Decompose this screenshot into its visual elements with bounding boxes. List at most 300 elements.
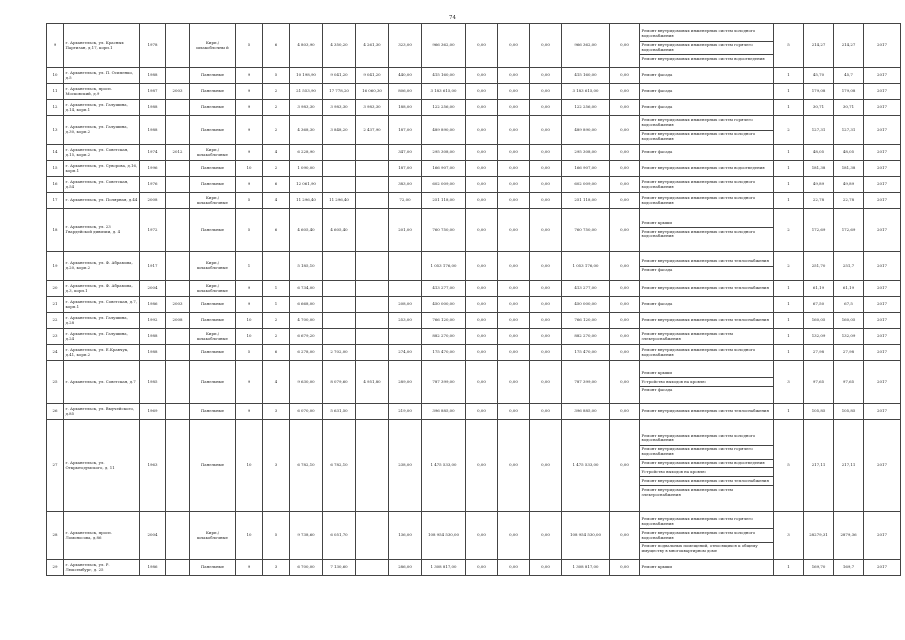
cell-total-area: 4 803,90 <box>290 24 323 68</box>
work-item: Ремонт внутридомовых инженерных систем водоотведения <box>640 460 773 469</box>
cell-address: г. Архангельск, ул. Галушина, д.30, корп.2 <box>64 116 140 145</box>
cell-floors-count: 9 <box>236 145 263 161</box>
cell-year-built: 1988 <box>140 116 166 145</box>
cell-owners-cost: 450 000,00 <box>562 297 610 313</box>
cell-planned-year: 2017 <box>864 24 901 68</box>
cell-wall-material: Панельные <box>190 84 236 100</box>
cell-limit-cost: 179,08 <box>834 84 864 100</box>
work-item: Ремонт подвальных помещений, относящихся к общему имуществу в многоквартирном доме <box>641 543 758 554</box>
cell-works-count: 1 <box>774 313 804 329</box>
cell-works-count: 1 <box>774 560 804 576</box>
cell-unit-cost: 67,50 <box>804 297 834 313</box>
cell-municipal-cost: 0,00 <box>530 116 562 145</box>
cell-private-area: 4 951,80 <box>356 361 389 404</box>
cell-residents-count <box>389 252 422 281</box>
cell-other-cost: 0,00 <box>610 100 640 116</box>
cell-floors-count: 5 <box>236 345 263 361</box>
cell-year-reconstructed <box>166 361 190 404</box>
cell-planned-year: 2017 <box>864 560 901 576</box>
cell-row-number: 24 <box>47 345 64 361</box>
cell-works-list <box>640 100 774 116</box>
cell-living-area <box>323 313 356 329</box>
cell-other-cost: 0,00 <box>610 404 640 420</box>
cell-floors-count: 10 <box>236 420 263 512</box>
cell-total-cost: 108 954 530,00 <box>422 512 466 560</box>
cell-residents-count: 289,00 <box>389 361 422 404</box>
page-number: 74 <box>449 15 456 21</box>
cell-private-area <box>356 252 389 281</box>
cell-total-area: 6 668,00 <box>290 297 323 313</box>
cell-year-built: 1992 <box>140 313 166 329</box>
cell-year-reconstructed <box>166 560 190 576</box>
cell-living-area: 3 983,30 <box>323 100 356 116</box>
cell-address: г. Архангельск, просп. Московский, д.9 <box>64 84 140 100</box>
cell-fund-cost: 0,00 <box>466 361 498 404</box>
cell-total-cost: 166 907,00 <box>422 161 466 177</box>
cell-total-cost: 787 399,00 <box>422 361 466 404</box>
cell-year-reconstructed: 2008 <box>166 313 190 329</box>
cell-fund-cost: 0,00 <box>466 297 498 313</box>
cell-municipal-cost: 0,00 <box>530 209 562 252</box>
cell-floors-count: 10 <box>236 161 263 177</box>
cell-total-cost: 3 183 615,00 <box>422 84 466 100</box>
cell-unit-cost: 45,70 <box>804 68 834 84</box>
cell-floors-count: 9 <box>236 100 263 116</box>
cell-address: г. Архангельск, ул. Красных Партизан, д.17, корп.1 <box>64 24 140 68</box>
cell-municipal-cost: 0,00 <box>530 560 562 576</box>
cell-fund-cost: 0,00 <box>466 252 498 281</box>
work-item: Ремонт внутридомовых инженерных систем холодного водоснабжения <box>640 28 773 42</box>
cell-year-built: 1988 <box>140 100 166 116</box>
cell-entrances-count: 2 <box>263 313 290 329</box>
cell-other-cost: 0,00 <box>610 116 640 145</box>
cell-floors-count: 9 <box>236 281 263 297</box>
cell-private-area <box>356 177 389 193</box>
cell-total-cost: 450 000,00 <box>422 297 466 313</box>
cell-residents-count: 188,00 <box>389 100 422 116</box>
work-item: Ремонт крыши <box>641 564 673 570</box>
cell-entrances-count: 1 <box>263 297 290 313</box>
cell-fund-cost: 0,00 <box>466 100 498 116</box>
cell-works-count: 1 <box>774 193 804 209</box>
cell-fund-cost: 0,00 <box>466 345 498 361</box>
cell-other-cost: 0,00 <box>610 512 640 560</box>
cell-fund-cost: 0,00 <box>466 193 498 209</box>
cell-owners-cost: 882 270,00 <box>562 329 610 345</box>
cell-works-list <box>640 345 774 361</box>
cell-private-area <box>356 193 389 209</box>
cell-unit-cost: 217,11 <box>804 420 834 512</box>
cell-other-cost: 0,00 <box>610 420 640 512</box>
cell-unit-cost: 179,08 <box>804 84 834 100</box>
cell-works-list <box>640 84 774 100</box>
cell-total-area: 6 782,10 <box>290 420 323 512</box>
cell-year-built: 1978 <box>140 24 166 68</box>
cell-works-count: 2 <box>774 116 804 145</box>
cell-address: г. Архангельск, ул. Р. Люксембург, д. 25 <box>64 560 140 576</box>
cell-row-number: 21 <box>47 297 64 313</box>
cell-wall-material: Панельные <box>190 161 236 177</box>
table-row <box>47 68 901 84</box>
cell-works-list <box>640 281 774 297</box>
work-item: Ремонт фасада <box>641 72 673 78</box>
cell-year-built: 1988 <box>140 329 166 345</box>
cell-fund-cost: 0,00 <box>466 560 498 576</box>
cell-works-list <box>640 313 774 329</box>
cell-floors-count: 9 <box>236 68 263 84</box>
cell-fund-cost: 0,00 <box>466 177 498 193</box>
work-item: Ремонт внутридомовых инженерных систем водоотведения <box>641 55 765 61</box>
cell-planned-year: 2017 <box>864 313 901 329</box>
work-item: Ремонт внутридомовых инженерных систем горячего водоснабжения <box>640 42 773 56</box>
cell-planned-year: 2017 <box>864 420 901 512</box>
cell-regional-cost: 0,00 <box>498 193 530 209</box>
cell-private-area <box>356 404 389 420</box>
work-item: Ремонт внутридомовых инженерных систем горячего водоснабжения <box>640 515 773 529</box>
cell-year-reconstructed <box>166 345 190 361</box>
cell-address: г. Архангельск, ул. П. Осипенко, д.5 <box>64 68 140 84</box>
cell-total-cost: 966 362,00 <box>422 24 466 68</box>
cell-owners-cost: 489 890,00 <box>562 116 610 145</box>
work-item: Ремонт внутридомовых инженерных систем электроснабжения <box>641 486 733 497</box>
cell-row-number: 10 <box>47 68 64 84</box>
table-row <box>47 161 901 177</box>
cell-unit-cost: 22,78 <box>804 193 834 209</box>
cell-works-list <box>640 361 774 404</box>
cell-municipal-cost: 0,00 <box>530 100 562 116</box>
cell-row-number: 20 <box>47 281 64 297</box>
cell-works-list <box>640 24 774 68</box>
cell-owners-cost: 413 277,00 <box>562 281 610 297</box>
cell-fund-cost: 0,00 <box>466 404 498 420</box>
cell-unit-cost: 105,85 <box>804 404 834 420</box>
cell-floors-count: 9 <box>236 560 263 576</box>
cell-floors-count: 5 <box>236 24 263 68</box>
cell-owners-cost: 966 362,00 <box>562 24 610 68</box>
cell-wall-material: Кирп./ шлакоблочные <box>190 145 236 161</box>
cell-year-built: 1985 <box>140 361 166 404</box>
cell-total-cost: 415 160,00 <box>422 68 466 84</box>
cell-wall-material: Панельные <box>190 100 236 116</box>
cell-works-list <box>640 145 774 161</box>
cell-other-cost: 0,00 <box>610 313 640 329</box>
cell-private-area <box>356 209 389 252</box>
cell-other-cost: 0,00 <box>610 68 640 84</box>
cell-entrances-count: 2 <box>263 100 290 116</box>
cell-municipal-cost: 0,00 <box>530 329 562 345</box>
cell-planned-year: 2017 <box>864 345 901 361</box>
cell-unit-cost: 48,05 <box>804 145 834 161</box>
cell-total-area: 4 605,40 <box>290 209 323 252</box>
cell-owners-cost: 760 750,00 <box>562 209 610 252</box>
cell-living-area: 6 782,10 <box>323 420 356 512</box>
cell-living-area <box>323 281 356 297</box>
work-item: Ремонт внутридомовых инженерных систем холодного водоснабжения <box>641 131 756 141</box>
cell-other-cost: 0,00 <box>610 560 640 576</box>
cell-limit-cost: 214,27 <box>834 24 864 68</box>
cell-residents-count: 274,00 <box>389 345 422 361</box>
cell-works-count: 1 <box>774 145 804 161</box>
cell-regional-cost: 0,00 <box>498 420 530 512</box>
work-item: Ремонт внутридомовых инженерных систем водоотведения <box>641 165 765 171</box>
cell-municipal-cost: 0,00 <box>530 84 562 100</box>
cell-year-built: 1988 <box>140 68 166 84</box>
cell-works-count: 1 <box>774 161 804 177</box>
work-item: Ремонт внутридомовых инженерных систем холодного водоснабжения <box>640 529 773 543</box>
cell-total-area: 3 983,30 <box>290 100 323 116</box>
cell-row-number: 18 <box>47 209 64 252</box>
cell-municipal-cost: 0,00 <box>530 361 562 404</box>
cell-row-number: 29 <box>47 560 64 576</box>
cell-year-reconstructed <box>166 161 190 177</box>
cell-municipal-cost: 0,00 <box>530 420 562 512</box>
cell-planned-year: 2017 <box>864 193 901 209</box>
cell-works-count: 1 <box>774 345 804 361</box>
cell-works-list <box>640 193 774 209</box>
cell-regional-cost: 0,00 <box>498 345 530 361</box>
cell-owners-cost: 415 160,00 <box>562 68 610 84</box>
cell-row-number: 11 <box>47 84 64 100</box>
cell-living-area: 3 848,20 <box>323 116 356 145</box>
cell-address: г. Архангельск, ул. Суворова, д.16, корп.1 <box>64 161 140 177</box>
cell-address: г. Архангельск, ул. Ф. Абрамова, д.3, корп.1 <box>64 281 140 297</box>
cell-municipal-cost: 0,00 <box>530 281 562 297</box>
cell-living-area: 8 079,60 <box>323 361 356 404</box>
cell-year-reconstructed: 2012 <box>166 145 190 161</box>
cell-year-reconstructed <box>166 100 190 116</box>
cell-regional-cost: 0,00 <box>498 161 530 177</box>
cell-works-list <box>640 560 774 576</box>
cell-total-area: 6 679,20 <box>290 329 323 345</box>
cell-residents-count: 238,00 <box>389 420 422 512</box>
cell-floors-count: 9 <box>236 404 263 420</box>
cell-entrances-count: 3 <box>263 404 290 420</box>
cell-entrances-count: 6 <box>263 345 290 361</box>
work-item: Устройство выходов на кровлю <box>640 468 773 477</box>
cell-planned-year: 2017 <box>864 252 901 281</box>
cell-entrances-count: 6 <box>263 177 290 193</box>
cell-limit-cost: 172,69 <box>834 209 864 252</box>
cell-regional-cost: 0,00 <box>498 84 530 100</box>
cell-fund-cost: 0,00 <box>466 281 498 297</box>
cell-works-count: 1 <box>774 84 804 100</box>
cell-residents-count: 286,00 <box>389 560 422 576</box>
cell-other-cost: 0,00 <box>610 193 640 209</box>
work-item: Ремонт внутридомовых инженерных систем теплоснабжения <box>640 258 773 267</box>
cell-total-area: 9 738,60 <box>290 512 323 560</box>
cell-total-cost: 489 890,00 <box>422 116 466 145</box>
table-row <box>47 345 901 361</box>
cell-total-area: 6 278,00 <box>290 345 323 361</box>
cell-total-area: 4 368,30 <box>290 116 323 145</box>
cell-total-cost: 882 270,00 <box>422 329 466 345</box>
cell-living-area <box>323 252 356 281</box>
cell-fund-cost: 0,00 <box>466 512 498 560</box>
cell-works-count: 1 <box>774 404 804 420</box>
cell-residents-count: 383,00 <box>389 177 422 193</box>
cell-total-cost: 122 256,00 <box>422 100 466 116</box>
cell-works-count: 1 <box>774 100 804 116</box>
cell-entrances-count: 4 <box>263 361 290 404</box>
cell-row-number: 16 <box>47 177 64 193</box>
table-row <box>47 209 901 252</box>
cell-row-number: 12 <box>47 100 64 116</box>
cell-unit-cost: 181,38 <box>804 161 834 177</box>
cell-limit-cost: 169,7 <box>834 560 864 576</box>
cell-other-cost: 0,00 <box>610 161 640 177</box>
cell-planned-year: 2017 <box>864 116 901 145</box>
table-row <box>47 313 901 329</box>
cell-total-cost: 251 118,00 <box>422 193 466 209</box>
cell-entrances-count: 5 <box>263 68 290 84</box>
cell-floors-count: 10 <box>236 512 263 560</box>
cell-living-area: 7 130,60 <box>323 560 356 576</box>
cell-owners-cost: 1 053 176,00 <box>562 252 610 281</box>
table-row <box>47 116 901 145</box>
cell-wall-material: Панельные <box>190 177 236 193</box>
cell-owners-cost: 175 470,00 <box>562 345 610 361</box>
cell-works-list <box>640 161 774 177</box>
cell-private-area <box>356 297 389 313</box>
cell-year-reconstructed: 2003 <box>166 297 190 313</box>
cell-wall-material: Панельные <box>190 116 236 145</box>
cell-unit-cost: 97,65 <box>804 361 834 404</box>
work-item: Ремонт внутридомовых инженерных систем холодного водоснабжения <box>641 194 756 205</box>
cell-total-cost: 1 308 817,00 <box>422 560 466 576</box>
cell-regional-cost: 0,00 <box>498 329 530 345</box>
cell-wall-material: Панельные <box>190 68 236 84</box>
cell-total-area: 5 185,10 <box>290 252 323 281</box>
work-item: Ремонт фасада <box>641 104 673 110</box>
cell-owners-cost: 295 308,00 <box>562 145 610 161</box>
cell-municipal-cost: 0,00 <box>530 145 562 161</box>
cell-limit-cost: 251,7 <box>834 252 864 281</box>
cell-works-count: 1 <box>774 329 804 345</box>
work-item: Ремонт внутридомовых инженерных систем холодного водоснабжения <box>641 178 756 189</box>
cell-address: г. Архангельск, ул. Галушина, д.14, корп.1 <box>64 100 140 116</box>
cell-fund-cost: 0,00 <box>466 84 498 100</box>
cell-limit-cost: 30,71 <box>834 100 864 116</box>
cell-limit-cost: 61,19 <box>834 281 864 297</box>
cell-living-area <box>323 145 356 161</box>
cell-private-area <box>356 345 389 361</box>
cell-other-cost: 0,00 <box>610 345 640 361</box>
cell-row-number: 23 <box>47 329 64 345</box>
table-row <box>47 24 901 68</box>
cell-year-reconstructed <box>166 193 190 209</box>
cell-residents-count: 440,00 <box>389 68 422 84</box>
cell-year-built: 1972 <box>140 209 166 252</box>
cell-living-area: 6 051,70 <box>323 512 356 560</box>
cell-regional-cost: 0,00 <box>498 252 530 281</box>
work-item: Ремонт фасада <box>641 88 673 94</box>
cell-planned-year: 2017 <box>864 84 901 100</box>
cell-planned-year: 2017 <box>864 404 901 420</box>
cell-living-area: 2 702,00 <box>323 345 356 361</box>
cell-year-built: 1917 <box>140 252 166 281</box>
cell-entrances-count: 3 <box>263 560 290 576</box>
cell-regional-cost: 0,00 <box>498 281 530 297</box>
cell-year-built: 2008 <box>140 193 166 209</box>
work-item: Ремонт внутридомовых инженерных систем теплоснабжения <box>641 408 769 414</box>
cell-entrances-count: 5 <box>263 512 290 560</box>
cell-total-cost: 396 885,00 <box>422 404 466 420</box>
cell-total-area: 10 198,90 <box>290 68 323 84</box>
cell-entrances-count: 6 <box>263 24 290 68</box>
cell-address: г. Архангельск, ул. Полярная, д.44 <box>64 193 140 209</box>
cell-residents-count: 806,00 <box>389 84 422 100</box>
cell-entrances-count: 6 <box>263 209 290 252</box>
cell-private-area <box>356 313 389 329</box>
cell-unit-cost: 251,70 <box>804 252 834 281</box>
table-row <box>47 329 901 345</box>
cell-year-built: 1969 <box>140 404 166 420</box>
cell-year-built: 1988 <box>140 345 166 361</box>
cell-entrances-count: 2 <box>263 84 290 100</box>
cell-residents-count: 323,00 <box>389 24 422 68</box>
cell-row-number: 28 <box>47 512 64 560</box>
table-row <box>47 281 901 297</box>
table-row <box>47 560 901 576</box>
cell-limit-cost: 160,05 <box>834 313 864 329</box>
cell-year-built: 1986 <box>140 297 166 313</box>
cell-other-cost: 0,00 <box>610 24 640 68</box>
cell-year-reconstructed <box>166 209 190 252</box>
cell-total-area: 11 296,40 <box>290 193 323 209</box>
cell-unit-cost: 169,70 <box>804 560 834 576</box>
cell-residents-count: 187,00 <box>389 116 422 145</box>
cell-living-area <box>323 177 356 193</box>
cell-living-area <box>323 297 356 313</box>
cell-unit-cost: 127,31 <box>804 116 834 145</box>
cell-other-cost: 0,00 <box>610 209 640 252</box>
cell-total-cost: 413 277,00 <box>422 281 466 297</box>
cell-other-cost: 0,00 <box>610 329 640 345</box>
cell-entrances-count: 4 <box>263 193 290 209</box>
cell-year-reconstructed <box>166 404 190 420</box>
cell-living-area: 4 605,40 <box>323 209 356 252</box>
cell-floors-count: 5 <box>236 209 263 252</box>
cell-row-number: 17 <box>47 193 64 209</box>
cell-floors-count: 10 <box>236 329 263 345</box>
cell-works-list <box>640 68 774 84</box>
cell-private-area <box>356 420 389 512</box>
cell-wall-material: Панельные <box>190 361 236 404</box>
table-row <box>47 100 901 116</box>
cell-planned-year: 2017 <box>864 161 901 177</box>
cell-municipal-cost: 0,00 <box>530 161 562 177</box>
cell-works-count: 1 <box>774 297 804 313</box>
cell-year-reconstructed <box>166 420 190 512</box>
cell-address: г. Архангельск, ул. Е.Кравчук, д.41, корп.2 <box>64 345 140 361</box>
cell-entrances-count: 1 <box>263 281 290 297</box>
cell-wall-material: Панельные <box>190 345 236 361</box>
cell-municipal-cost: 0,00 <box>530 193 562 209</box>
cell-municipal-cost: 0,00 <box>530 313 562 329</box>
table-row <box>47 193 901 209</box>
cell-floors-count: 9 <box>236 297 263 313</box>
cell-owners-cost: 602 009,00 <box>562 177 610 193</box>
cell-fund-cost: 0,00 <box>466 116 498 145</box>
cell-unit-cost: 160,05 <box>804 313 834 329</box>
work-item: Ремонт крыши <box>640 219 773 228</box>
cell-total-cost: 766 120,00 <box>422 313 466 329</box>
cell-total-cost: 1 475 533,00 <box>422 420 466 512</box>
cell-wall-material: Панельные <box>190 404 236 420</box>
cell-private-area: 2 437,90 <box>356 116 389 145</box>
cell-other-cost: 0,00 <box>610 145 640 161</box>
cell-total-cost: 1 053 176,00 <box>422 252 466 281</box>
